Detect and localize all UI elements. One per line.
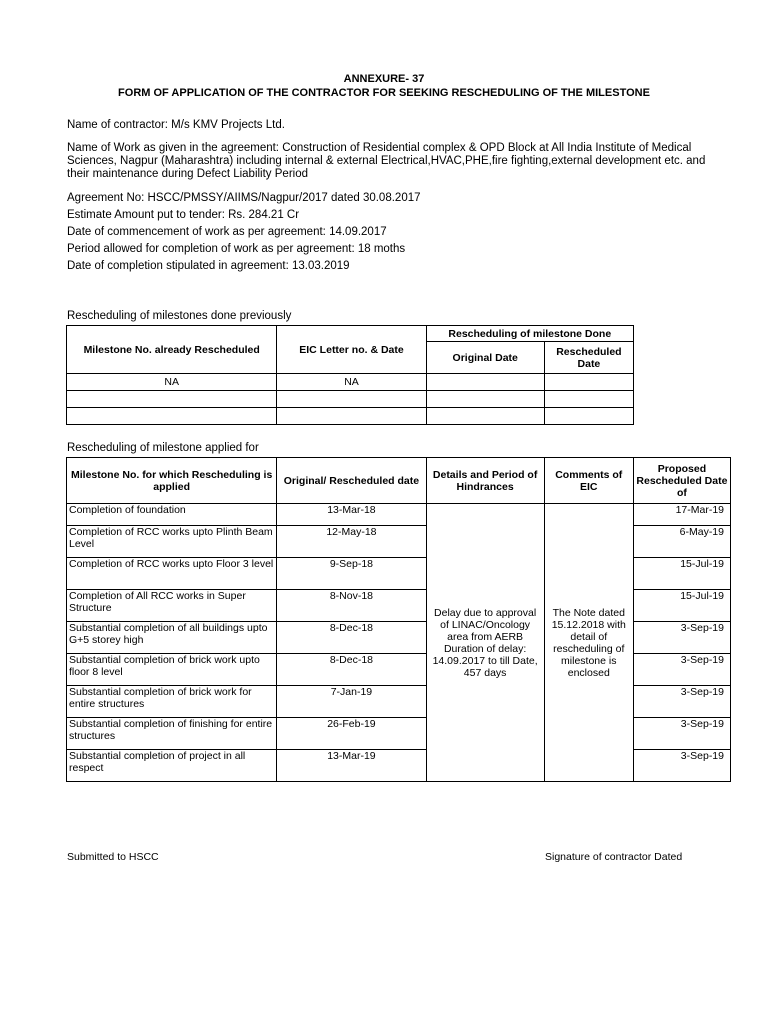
milestone-name: Substantial completion of brick work for entire structures	[67, 686, 277, 718]
col-milestone-rescheduled: Milestone No. already Rescheduled	[67, 326, 277, 374]
proposed-date: 3-Sep-19	[633, 686, 730, 718]
original-date: 13-Mar-19	[277, 750, 426, 782]
completion-date: Date of completion stipulated in agreement: 13.03.2019	[67, 260, 350, 272]
proposed-date: 3-Sep-19	[633, 622, 730, 654]
original-date: 8-Dec-18	[277, 622, 426, 654]
original-date: 12-May-18	[277, 526, 426, 558]
milestone-name: Completion of RCC works upto Floor 3 level	[67, 558, 277, 590]
proposed-date: 3-Sep-19	[633, 750, 730, 782]
milestone-name: Substantial completion of project in all respect	[67, 750, 277, 782]
milestone-name: Completion of All RCC works in Super Structure	[67, 590, 277, 622]
previous-row	[67, 408, 634, 425]
proposed-date: 6-May-19	[633, 526, 730, 558]
previous-cell	[426, 408, 544, 425]
original-date: 8-Dec-18	[277, 654, 426, 686]
previous-cell: NA	[277, 374, 426, 391]
submitted-to: Submitted to HSCC	[67, 851, 159, 863]
previous-cell	[277, 408, 426, 425]
proposed-date: 17-Mar-19	[633, 504, 730, 526]
previous-reschedule-table	[66, 325, 634, 425]
applied-row	[67, 504, 731, 526]
milestone-name: Substantial completion of finishing for entire structures	[67, 718, 277, 750]
proposed-date: 15-Jul-19	[633, 558, 730, 590]
proposed-date: 15-Jul-19	[633, 590, 730, 622]
signature-line: Signature of contractor Dated	[545, 851, 683, 863]
previous-section-title: Rescheduling of milestones done previously	[67, 310, 292, 322]
original-date: 9-Sep-18	[277, 558, 426, 590]
previous-cell	[544, 391, 633, 408]
form-title: FORM OF APPLICATION OF THE CONTRACTOR FOR SEEKING RESCHEDULING OF THE MILESTONE	[118, 87, 650, 99]
original-date: 8-Nov-18	[277, 590, 426, 622]
previous-cell	[426, 391, 544, 408]
col-original-rescheduled: Original/ Rescheduled date	[277, 458, 426, 504]
agreement-no: Agreement No: HSCC/PMSSY/AIIMS/Nagpur/2017 dated 30.08.2017	[67, 192, 421, 204]
applied-section-title: Rescheduling of milestone applied for	[67, 442, 259, 454]
eic-comment: The Note dated 15.12.2018 with detail of rescheduling of milestone is enclosed	[544, 504, 633, 782]
milestone-name: Completion of foundation	[67, 504, 277, 526]
col-milestone-applied: Milestone No. for which Rescheduling is applied	[67, 458, 277, 504]
hindrance-details: Delay due to approval of LINAC/Oncology area from AERB Duration of delay: 14.09.2017 to till Date, 457 days	[426, 504, 544, 782]
col-eic-letter: EIC Letter no. & Date	[277, 326, 426, 374]
previous-cell	[277, 391, 426, 408]
col-eic-comments: Comments of EIC	[544, 458, 633, 504]
previous-row	[67, 374, 634, 391]
col-rescheduling-done: Rescheduling of milestone Done	[426, 326, 633, 342]
proposed-date: 3-Sep-19	[633, 718, 730, 750]
applied-reschedule-table	[66, 457, 731, 782]
previous-cell: NA	[67, 374, 277, 391]
proposed-date: 3-Sep-19	[633, 654, 730, 686]
previous-cell	[544, 408, 633, 425]
col-original-date: Original Date	[426, 342, 544, 374]
completion-period: Period allowed for completion of work as per agreement: 18 moths	[67, 243, 406, 255]
annexure-label: ANNEXURE- 37	[343, 73, 425, 85]
milestone-name: Substantial completion of brick work upto floor 8 level	[67, 654, 277, 686]
previous-row	[67, 391, 634, 408]
previous-cell	[67, 391, 277, 408]
milestone-name: Substantial completion of all buildings upto G+5 storey high	[67, 622, 277, 654]
contractor-name: Name of contractor: M/s KMV Projects Ltd.	[67, 119, 285, 131]
original-date: 26-Feb-19	[277, 718, 426, 750]
col-rescheduled-date: Rescheduled Date	[544, 342, 633, 374]
col-hindrances: Details and Period of Hindrances	[426, 458, 544, 504]
col-proposed-date: Proposed Rescheduled Date of	[633, 458, 730, 504]
commencement-date: Date of commencement of work as per agreement: 14.09.2017	[67, 226, 387, 238]
estimate-amount: Estimate Amount put to tender: Rs. 284.21 Cr	[67, 209, 300, 221]
previous-cell	[67, 408, 277, 425]
original-date: 13-Mar-18	[277, 504, 426, 526]
previous-cell	[426, 374, 544, 391]
work-name: Name of Work as given in the agreement: Construction of Residential complex & OPD Block at All India Institute of Medical Sciences, Nagpur (Maharashtra) including internal & external Electrical,HVAC,PHE,fire fighting,external development etc. and their maintenance during Defect Liability Period	[67, 142, 706, 180]
previous-cell	[544, 374, 633, 391]
original-date: 7-Jan-19	[277, 686, 426, 718]
milestone-name: Completion of RCC works upto Plinth Beam Level	[67, 526, 277, 558]
